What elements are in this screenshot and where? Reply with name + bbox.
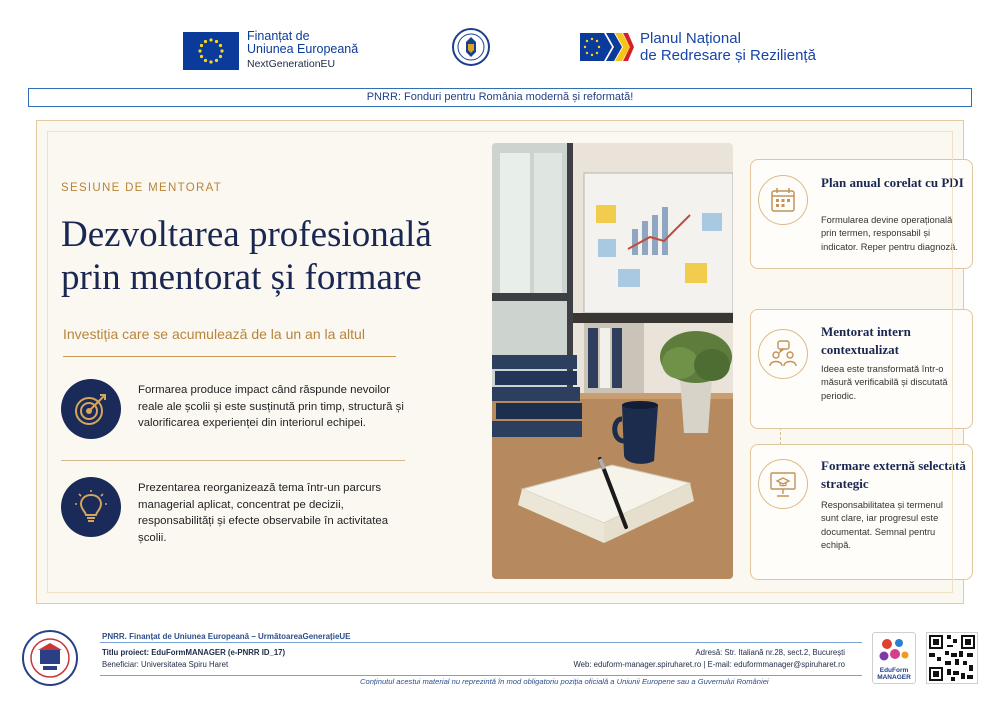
card-body: Responsabilitatea și termenul sunt clare, iar progresul este documentat. Semnal pentru echipă. [821, 500, 943, 551]
footer-funding-line: PNRR. Finanțat de Uniunea Europeană – UrmătoareaGenerațieUE [102, 632, 351, 641]
romanian-government-seal-icon [452, 28, 490, 66]
divider [63, 356, 396, 357]
address: Adresă: Str. Italiană nr.28, sect.2, București [695, 648, 845, 657]
card-annual-plan [750, 159, 973, 269]
eduform-dots-icon [873, 635, 915, 667]
card-internal-mentoring [750, 309, 973, 429]
pnrr-logo [578, 30, 816, 64]
subtitle: Investiția care se acumulează de la un an la altul [63, 326, 365, 342]
desk-photo [492, 143, 733, 579]
target-icon [61, 379, 121, 439]
footer-divider [100, 642, 862, 643]
slogan-bar: PNRR: Fonduri pentru România modernă și reformată! [28, 88, 972, 107]
title-line1: Dezvoltarea profesională [61, 214, 432, 255]
project-title: Titlu proiect: EduFormMANAGER (e-PNRR ID_17) [102, 648, 286, 657]
university-seal-icon [22, 630, 78, 686]
eduform-manager-logo [872, 632, 916, 684]
eu-union-label: Uniunea Europeană [247, 42, 359, 56]
session-eyebrow: SESIUNE DE MENTORAT [61, 182, 223, 194]
eu-funded-label: Finanțat de [247, 29, 310, 43]
eduform-label-line2: MANAGER [877, 674, 911, 681]
divider [61, 460, 405, 461]
info-item [61, 477, 405, 546]
title-line2: prin mentorat și formare [61, 257, 422, 298]
contact-web-email: Web: eduform-manager.spiruharet.ro | E-mail: eduformmanager@spiruharet.ro [573, 660, 845, 669]
header-logos [0, 24, 1000, 74]
disclaimer: Conținutul acestui material nu reprezintă în mod obligatoriu poziția oficială a Uniunii Europene sau a Guvernului României [360, 677, 769, 686]
card-title: Plan anual corelat cu PDI [821, 175, 964, 190]
pnrr-flag-icon [578, 31, 634, 63]
pnrr-title-line2: de Redresare și Reziliență [640, 47, 816, 64]
eu-flag-icon [183, 32, 239, 70]
pnrr-title-line1: Planul Național [640, 30, 741, 47]
qr-code-icon[interactable] [926, 632, 978, 684]
info-item-text: Formarea produce impact când răspunde nevoilor reale ale școlii și este susținută prin timp, structură și valorificarea experienței din interiorul echipei. [138, 384, 404, 429]
footer [0, 628, 1000, 707]
eu-funding-logo [183, 30, 358, 71]
footer-divider [100, 675, 862, 676]
eduform-label-line1: EduForm [879, 667, 909, 674]
card-body: Ideea este transformată într-o măsură verificabilă și discutată periodic. [821, 364, 948, 401]
card-body: Formularea devine operațională prin termen, responsabil și indicator. Reper pentru diagnoză. [821, 215, 958, 252]
calendar-icon [758, 175, 808, 225]
info-item [61, 379, 405, 439]
page-title [61, 213, 501, 299]
card-title: Formare externă selectată strategic [821, 458, 966, 491]
nextgen-label: NextGenerationEU [247, 58, 336, 70]
card-external-training [750, 444, 973, 580]
lightbulb-icon [61, 477, 121, 537]
presentation-icon [758, 459, 808, 509]
card-title: Mentorat intern contextualizat [821, 324, 911, 357]
info-item-text: Prezentarea reorganizează tema într-un parcurs managerial aplicat, concentrat pe decizii, responsabilități și efecte observabile în activitatea școlii. [138, 482, 389, 544]
main-panel [36, 120, 964, 604]
mentoring-icon [758, 329, 808, 379]
beneficiary: Beneficiar: Universitatea Spiru Haret [102, 660, 229, 669]
